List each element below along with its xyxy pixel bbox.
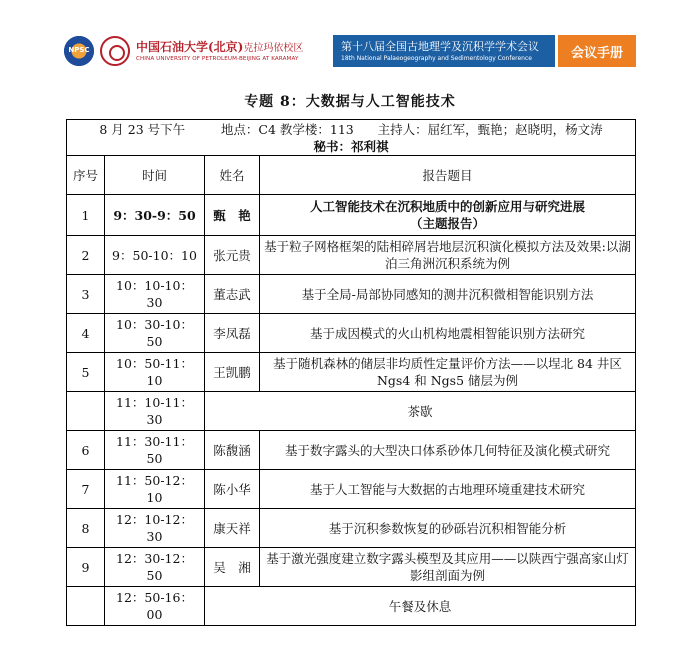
row-no <box>67 587 105 626</box>
session-secretary: 秘书：祁利祺 <box>313 138 389 154</box>
row-no: 1 <box>67 195 105 236</box>
col-header-topic: 报告题目 <box>260 156 636 195</box>
npsc-logo <box>64 36 94 66</box>
row-time: 12：30-12：50 <box>105 548 205 587</box>
row-time: 11：50-12：10 <box>105 470 205 509</box>
table-header-row <box>67 156 636 195</box>
session-date: 8 月 23 号下午 <box>99 121 186 137</box>
table-row <box>67 314 636 353</box>
npsc-logo-text: NPSC <box>68 46 90 54</box>
row-no: 4 <box>67 314 105 353</box>
session-hosts: 主持人：屈红军，甄艳；赵晓明，杨文涛 <box>377 121 603 137</box>
row-name: 董志武 <box>205 275 260 314</box>
row-no: 2 <box>67 236 105 275</box>
university-campus: 克拉玛依校区 <box>243 43 304 54</box>
row-time: 11：10-11：30 <box>105 392 205 431</box>
row-name: 王凯鹏 <box>205 353 260 392</box>
table-row <box>67 470 636 509</box>
row-name: 甄 艳 <box>205 195 260 236</box>
row-name: 李凤磊 <box>205 314 260 353</box>
break-label: 茶歇 <box>205 392 636 431</box>
table-row <box>67 431 636 470</box>
table-row <box>67 353 636 392</box>
session-info-row <box>67 120 636 156</box>
table-row <box>67 548 636 587</box>
break-row <box>67 392 636 431</box>
row-no: 5 <box>67 353 105 392</box>
table-row <box>67 236 636 275</box>
page-header <box>0 0 700 80</box>
session-info <box>67 120 636 156</box>
session-location: 地点：C4 教学楼：113 <box>220 121 354 137</box>
row-time: 10：30-10：50 <box>105 314 205 353</box>
conference-name-en: 18th National Palaeogeography and Sedimentology Conference <box>341 55 532 62</box>
row-time: 11：30-11：50 <box>105 431 205 470</box>
row-topic: 基于数字露头的大型决口体系砂体几何特征及演化模式研究 <box>260 431 636 470</box>
col-header-time: 时间 <box>105 156 205 195</box>
row-time: 9：30-9：50 <box>105 195 205 236</box>
row-topic-title: 人工智能技术在沉积地质中的创新应用与研究进展 <box>309 199 585 214</box>
row-topic: 基于沉积参数恢复的砂砾岩沉积相智能分析 <box>260 509 636 548</box>
row-topic: 基于全局-局部协同感知的测井沉积微相智能识别方法 <box>260 275 636 314</box>
page-title: 专题 8：大数据与人工智能技术 <box>244 94 456 110</box>
table-row <box>67 509 636 548</box>
row-topic <box>260 195 636 236</box>
row-no: 9 <box>67 548 105 587</box>
university-name-en: CHINA UNIVERSITY OF PETROLEUM-BEIJING AT KARAMAY <box>136 56 299 62</box>
row-no: 3 <box>67 275 105 314</box>
university-name-cn: 中国石油大学(北京) <box>136 40 244 54</box>
row-time: 9：50-10：10 <box>105 236 205 275</box>
row-no <box>67 392 105 431</box>
break-row <box>67 587 636 626</box>
row-topic: 基于激光强度建立数字露头模型及其应用——以陕西宁强高家山灯影组剖面为例 <box>260 548 636 587</box>
row-no: 6 <box>67 431 105 470</box>
table-row <box>67 275 636 314</box>
university-seal-logo <box>100 36 130 66</box>
conference-banner <box>333 35 555 67</box>
row-topic: 基于人工智能与大数据的古地理环境重建技术研究 <box>260 470 636 509</box>
manual-label: 会议手册 <box>570 46 623 61</box>
row-no: 7 <box>67 470 105 509</box>
manual-badge <box>558 35 636 67</box>
conference-name-cn: 第十八届全国古地理学及沉积学学术会议 <box>341 40 539 53</box>
university-name <box>136 38 303 55</box>
row-topic-note: （主题报告） <box>409 216 485 231</box>
col-header-no: 序号 <box>67 156 105 195</box>
row-name: 康天祥 <box>205 509 260 548</box>
row-time: 10：10-10：30 <box>105 275 205 314</box>
row-name: 吴 湘 <box>205 548 260 587</box>
row-topic: 基于粒子网格框架的陆相碎屑岩地层沉积演化模拟方法及效果:以湖泊三角洲沉积系统为例 <box>260 236 636 275</box>
row-time: 12：10-12：30 <box>105 509 205 548</box>
schedule-table <box>66 119 636 626</box>
row-time: 10：50-11：10 <box>105 353 205 392</box>
row-topic: 基于随机森林的储层非均质性定量评价方法——以埕北 84 井区 Ngs4 和 Ngs5 储层为例 <box>260 353 636 392</box>
row-time: 12：50-16：00 <box>105 587 205 626</box>
break-label: 午餐及休息 <box>205 587 636 626</box>
row-topic: 基于成因模式的火山机构地震相智能识别方法研究 <box>260 314 636 353</box>
row-name: 陈馥涵 <box>205 431 260 470</box>
table-row <box>67 195 636 236</box>
row-name: 陈小华 <box>205 470 260 509</box>
row-no: 8 <box>67 509 105 548</box>
row-name: 张元贵 <box>205 236 260 275</box>
col-header-name: 姓名 <box>205 156 260 195</box>
